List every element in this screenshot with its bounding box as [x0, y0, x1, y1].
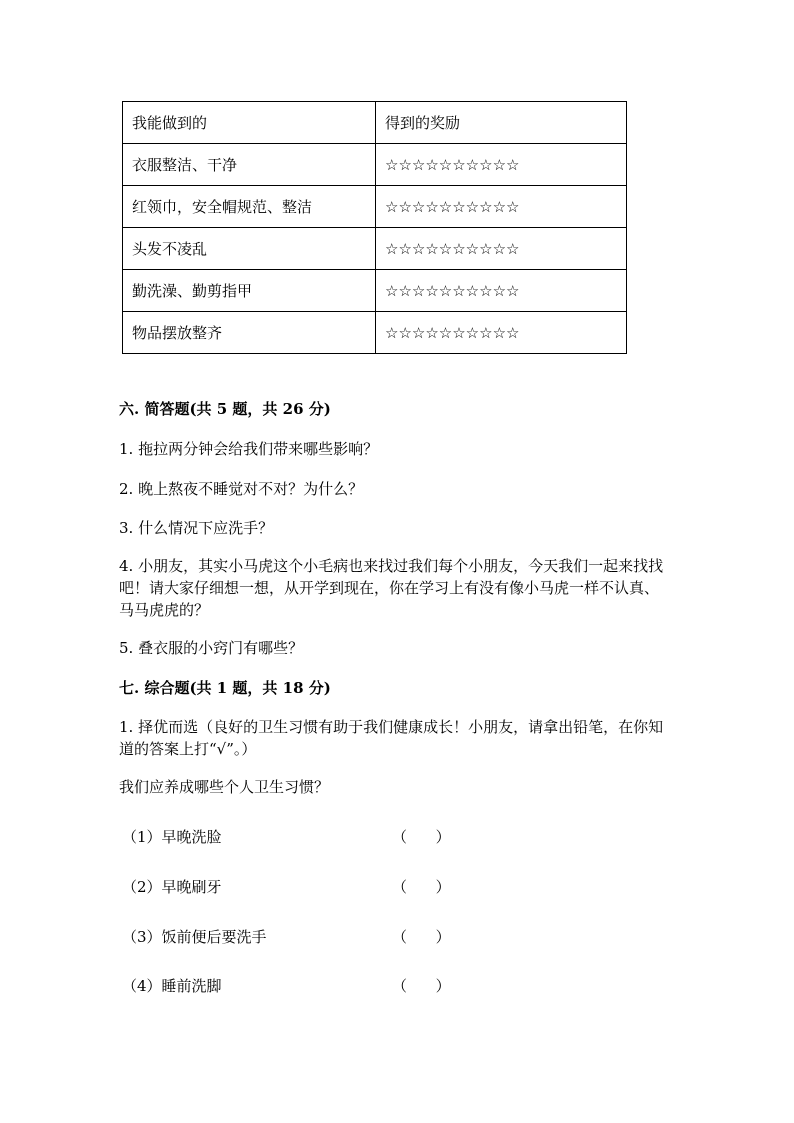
table-cell-item: 物品摆放整齐	[123, 312, 376, 354]
table-cell-item: 衣服整洁、干净	[123, 144, 376, 186]
table-cell-stars: ☆☆☆☆☆☆☆☆☆☆	[376, 270, 627, 312]
reward-table	[122, 101, 627, 354]
question-6-4: 4. 小朋友，其实小马虎这个小毛病也来找过我们每个小朋友，今天我们一起来找找吧！请大家仔细想一想，从开学到现在，你在学习上有没有像小马虎一样不认真、马马虎虎的？	[119, 557, 664, 619]
table-row	[123, 312, 627, 354]
question-7-1: 1. 择优而选（良好的卫生习惯有助于我们健康成长！小朋友，请拿出铅笔，在你知道的答案上打“√”。）	[119, 718, 664, 758]
question-6-5: 5. 叠衣服的小窍门有哪些？	[119, 639, 304, 657]
question-7-prompt: 我们应养成哪些个人卫生习惯？	[119, 778, 330, 796]
table-row	[123, 144, 627, 186]
table-cell-item: 红领巾，安全帽规范、整洁	[123, 186, 376, 228]
table-header-cell: 我能做到的	[123, 102, 376, 144]
table-cell-stars: ☆☆☆☆☆☆☆☆☆☆	[376, 144, 627, 186]
question-6-2: 2. 晚上熬夜不睡觉对不对？为什么？	[119, 480, 364, 498]
table-cell-item: 勤洗澡、勤剪指甲	[123, 270, 376, 312]
answer-blank[interactable]: （ ）	[392, 928, 451, 946]
answer-blank[interactable]: （ ）	[392, 828, 451, 846]
table-row	[123, 270, 627, 312]
answer-blank[interactable]: （ ）	[392, 878, 451, 896]
section-6-title: 六. 简答题(共 5 题，共 26 分)	[119, 400, 331, 418]
table-cell-stars: ☆☆☆☆☆☆☆☆☆☆	[376, 312, 627, 354]
table-cell-stars: ☆☆☆☆☆☆☆☆☆☆	[376, 228, 627, 270]
table-cell-item: 头发不凌乱	[123, 228, 376, 270]
table-cell-stars: ☆☆☆☆☆☆☆☆☆☆	[376, 186, 627, 228]
section-7-title: 七. 综合题(共 1 题，共 18 分)	[119, 679, 331, 697]
option-label: （3）饭前便后要洗手	[122, 928, 267, 946]
option-label: （1）早晚洗脸	[122, 828, 222, 846]
table-row	[123, 228, 627, 270]
question-6-3: 3. 什么情况下应洗手？	[119, 519, 274, 537]
option-label: （2）早晚刷牙	[122, 878, 222, 896]
table-header-cell: 得到的奖励	[376, 102, 627, 144]
option-label: （4）睡前洗脚	[122, 977, 222, 995]
answer-blank[interactable]: （ ）	[392, 977, 451, 995]
question-6-1: 1. 拖拉两分钟会给我们带来哪些影响？	[119, 440, 379, 458]
table-header-row	[123, 102, 627, 144]
table-row	[123, 186, 627, 228]
